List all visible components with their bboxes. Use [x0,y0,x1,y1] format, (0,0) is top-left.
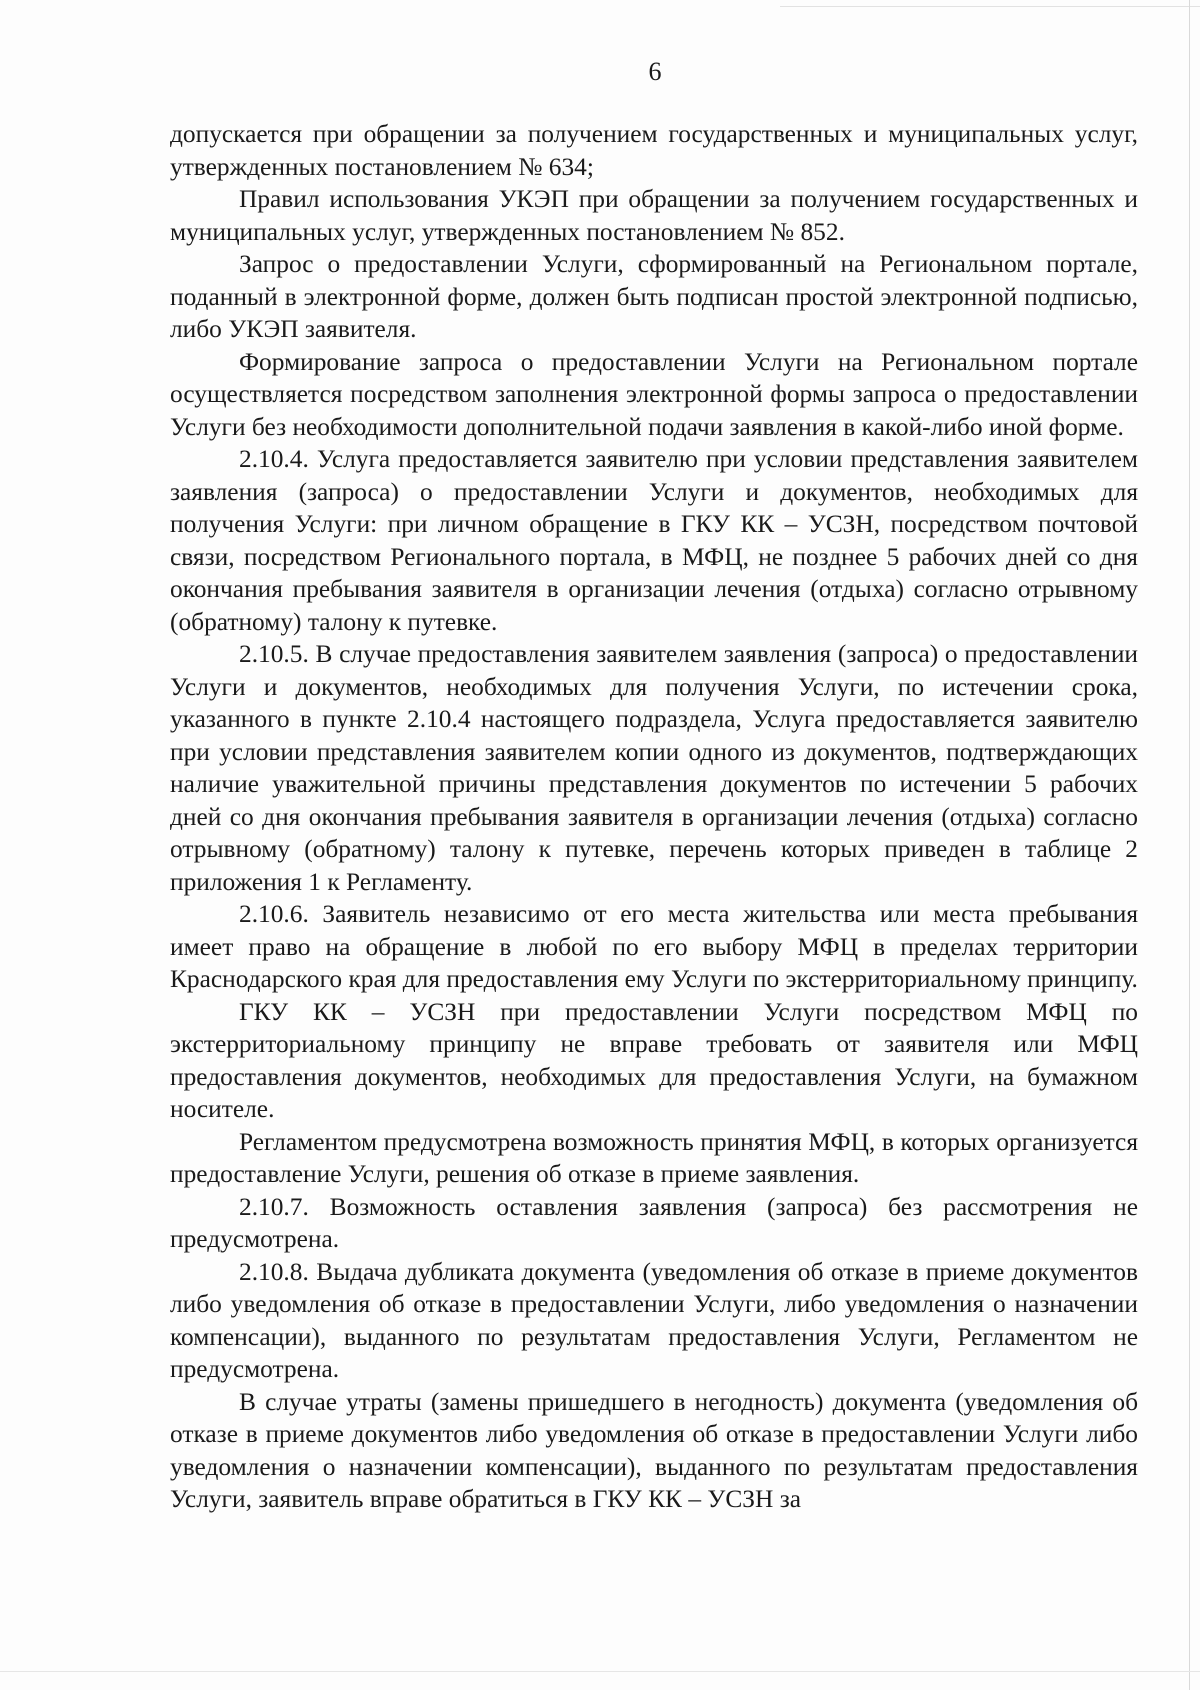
paragraph: В случае утраты (замены пришедшего в негодность) документа (уведомления об отказе в приеме документов либо уведомления об отказе в предоставлении Услуги либо уведомления о назначении компенсации), выданного по результатам предоставления Услуги, заявитель вправе обратиться в ГКУ КК – УСЗН за [170,1387,1138,1513]
document-body [170,118,1138,1516]
page-number: 6 [648,57,662,86]
paragraph-section-2-10-7: 2.10.7. Возможность оставления заявления (запроса) без рассмотрения не предусмотрена. [170,1192,1138,1253]
paragraph-section-2-10-6: 2.10.6. Заявитель независимо от его места жительства или места пребывания имеет право на обращение в любой по его выбору МФЦ в пределах территории Краснодарского края для предоставления ему Услуги по экстерриториальному принципу. [170,900,1138,993]
paragraph-section-2-10-8: 2.10.8. Выдача дубликата документа (уведомления об отказе в приеме документов либо уведомления об отказе в предоставлении Услуги, либо уведомления о назначении компенсации), выданного по результатам предоставления Услуги, Регламентом не предусмотрена. [170,1257,1138,1383]
scan-edge-right [1189,0,1190,1690]
paragraph: Формирование запроса о предоставлении Услуги на Региональном портале осуществляется посредством заполнения электронной формы запроса о предоставлении Услуги без необходимости дополнительной подачи заявления в какой-либо иной форме. [170,347,1138,441]
paragraph-section-2-10-5: 2.10.5. В случае предоставления заявителем заявления (запроса) о предоставлении Услуги и документов, необходимых для получения Услуги, по истечении срока, указанного в пункте 2.10.4 настоящего подраздела, Услуга предоставляется заявителю при условии представления заявителем копии одного из документов, подтверждающих наличие уважительной причины представления документов по истечении 5 рабочих дней со дня окончания пребывания заявителя в организации лечения (отдыха) согласно отрывному (обратному) талону к путевке, перечень которых приведен в таблице 2 приложения 1 к Регламенту. [170,640,1138,896]
paragraph: ГКУ КК – УСЗН при предоставлении Услуги посредством МФЦ по экстерриториальному принципу не вправе требовать от заявителя или МФЦ предоставления документов, необходимых для предоставления Услуги, на бумажном носителе. [170,997,1138,1123]
paragraph: допускается при обращении за получением государственных и муниципальных услуг, утвержденных постановлением № 634; [170,120,1138,181]
paragraph: Правил использования УКЭП при обращении за получением государственных и муниципальных услуг, утвержденных постановлением № 852. [170,185,1138,246]
paragraph: Регламентом предусмотрена возможность принятия МФЦ, в которых организуется предоставление Услуги, решения об отказе в приеме заявления. [170,1127,1138,1188]
scan-edge-bottom [0,1671,1200,1672]
scan-edge-top [780,6,1200,7]
paragraph: Запрос о предоставлении Услуги, сформированный на Региональном портале, поданный в электронной форме, должен быть подписан простой электронной подписью, либо УКЭП заявителя. [170,250,1138,343]
paragraph-section-2-10-4: 2.10.4. Услуга предоставляется заявителю при условии представления заявителем заявления (запроса) о предоставлении Услуги и документов, необходимых для получения Услуги: при личном обращение в ГКУ КК – УСЗН, посредством почтовой связи, посредством Регионального портала, в МФЦ, не позднее 5 рабочих дней со дня окончания пребывания заявителя в организации лечения (отдыха) согласно отрывному (обратному) талону к путевке. [170,445,1138,636]
